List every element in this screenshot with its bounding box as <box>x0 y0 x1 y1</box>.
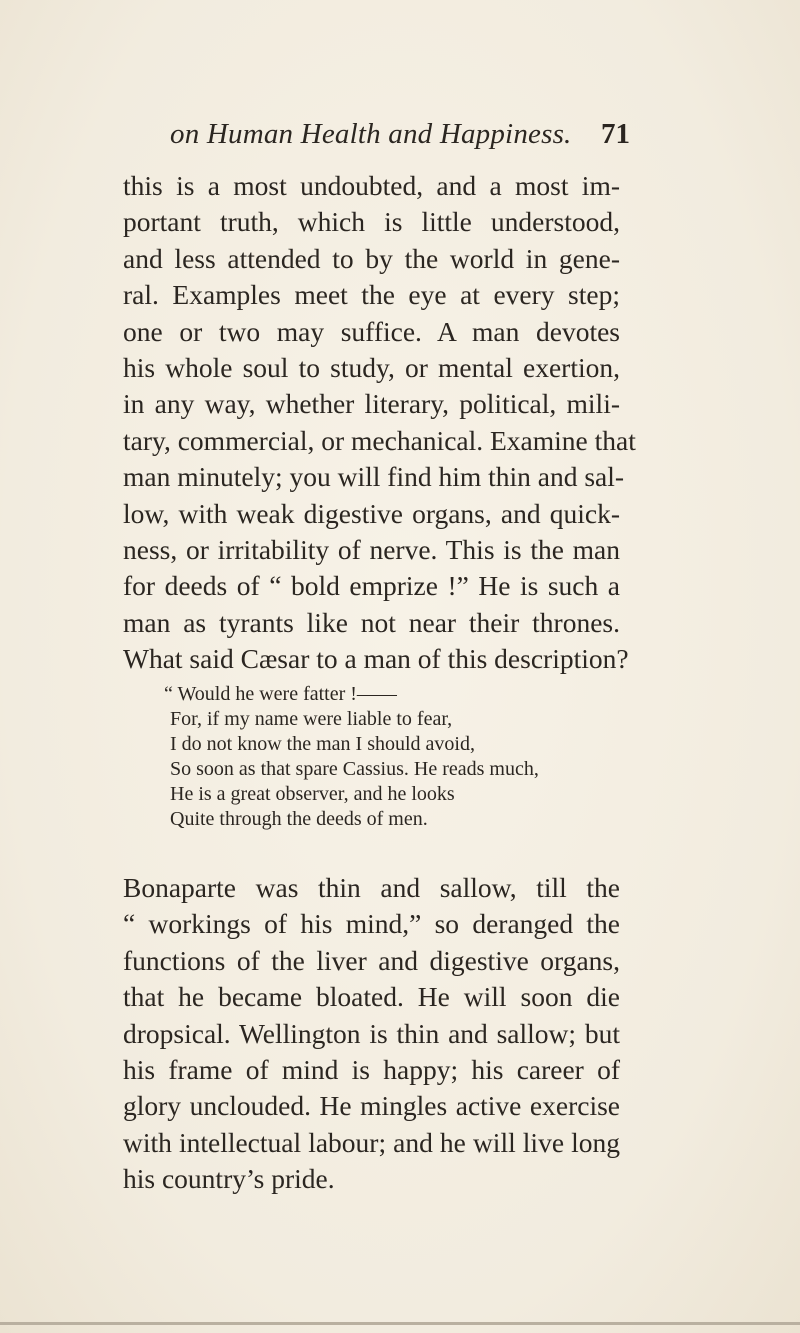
text-line: tary, commercial, or mechanical. Examine that <box>123 424 636 456</box>
text-line: What said Cæsar to a man of this description? <box>123 643 629 675</box>
text-line: this is a most undoubted, and a most im- <box>123 170 620 201</box>
text-line: his frame of mind is happy; his career of <box>123 1054 620 1086</box>
paragraph-1 <box>123 168 636 678</box>
quote-line: So soon as that spare Cassius. He reads much, <box>170 758 539 780</box>
quote-line: I do not know the man I should avoid, <box>170 733 475 755</box>
text-line: man minutely; you will find him thin and sal- <box>123 461 625 493</box>
text-line: that he became bloated. He will soon die <box>123 981 620 1013</box>
text-line: and less attended to by the world in gene- <box>123 242 620 274</box>
text-line: dropsical. Wellington is thin and sallow; but <box>123 1017 620 1049</box>
quote-line: “ Would he were fatter !—— <box>164 683 397 705</box>
text-line: ness, or irritability of nerve. This is the man <box>123 534 620 566</box>
quote-line: Quite through the deeds of men. <box>170 808 428 830</box>
text-line: ral. Examples meet the eye at every step; <box>123 279 620 311</box>
page-edge-divider <box>0 1322 800 1325</box>
text-line: functions of the liver and digestive organs, <box>123 944 620 976</box>
text-line: in any way, whether literary, political, mili- <box>123 388 620 420</box>
text-line: his whole soul to study, or mental exertion, <box>123 352 620 384</box>
text-line: portant truth, which is little understood, <box>123 206 620 238</box>
text-line: with intellectual labour; and he will live long <box>123 1126 620 1158</box>
running-head-title: on Human Health and Happiness. <box>170 118 572 150</box>
paragraph-2 <box>123 870 620 1198</box>
block-quotation <box>164 682 624 832</box>
text-line: “ workings of his mind,” so deranged the <box>123 908 620 940</box>
text-line: glory unclouded. He mingles active exercise <box>123 1090 620 1122</box>
text-line: Bonaparte was thin and sallow, till the <box>123 872 620 903</box>
text-line: his country’s pride. <box>123 1163 335 1195</box>
text-line: for deeds of “ bold emprize !” He is such a <box>123 570 620 602</box>
text-line: low, with weak digestive organs, and quick- <box>123 497 620 529</box>
text-line: man as tyrants like not near their thrones. <box>123 606 620 638</box>
quote-line: For, if my name were liable to fear, <box>170 708 453 730</box>
text-line: one or two may suffice. A man devotes <box>123 315 620 347</box>
quote-line: He is a great observer, and he looks <box>170 783 455 805</box>
running-head <box>150 118 630 154</box>
page-number: 71 <box>601 118 630 150</box>
